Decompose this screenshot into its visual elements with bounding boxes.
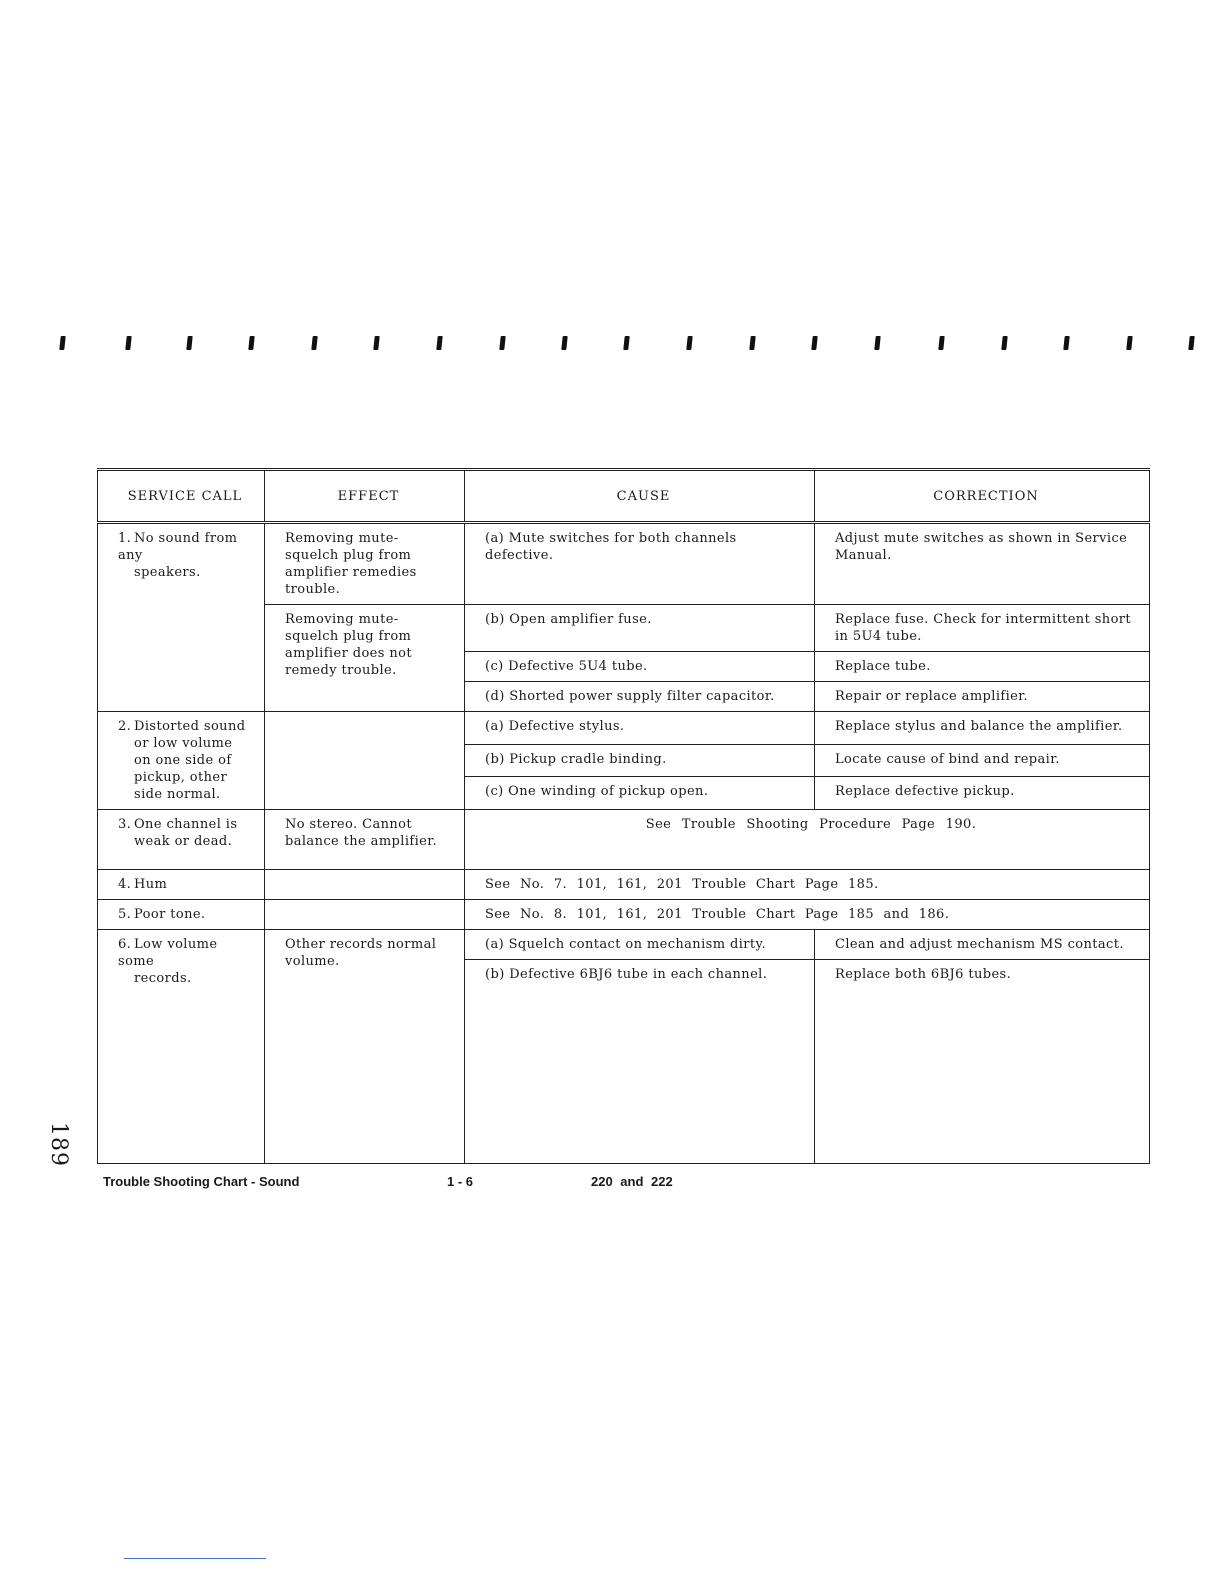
binder-mark: [1188, 336, 1194, 350]
correction-cell: Replace tube.: [815, 652, 1150, 682]
binder-mark: [811, 336, 817, 350]
effect-cell: No stereo. Cannot balance the amplifier.: [265, 810, 465, 870]
binder-mark: [59, 336, 65, 350]
cause-cell: (c) One winding of pickup open.: [465, 777, 815, 810]
header-service-call: SERVICE CALL: [98, 470, 265, 523]
header-correction: CORRECTION: [815, 470, 1150, 523]
table-row: [98, 870, 1150, 900]
footer-section: 1 - 6: [447, 1174, 474, 1189]
cause-cell: (b) Open amplifier fuse.: [465, 605, 815, 652]
effect-cell: Removing mute-squelch plug from amplifier does not remedy trouble.: [265, 605, 465, 712]
cause-cell: (c) Defective 5U4 tube.: [465, 652, 815, 682]
header-effect: EFFECT: [265, 470, 465, 523]
header-cause: CAUSE: [465, 470, 815, 523]
cause-cell: (a) Squelch contact on mechanism dirty.: [465, 930, 815, 960]
binder-mark: [125, 336, 131, 350]
service-call-cell: 5. Poor tone.: [98, 900, 265, 930]
table-row: [98, 930, 1150, 960]
reference-cell: See No. 7. 101, 161, 201 Trouble Chart Page 185.: [465, 870, 1150, 900]
binder-mark: [874, 336, 880, 350]
effect-cell: Other records normal volume.: [265, 930, 465, 1164]
cause-cell: (a) Mute switches for both channels defective.: [465, 523, 815, 605]
service-call-cell: 4. Hum: [98, 870, 265, 900]
page-number: 189: [46, 1122, 71, 1167]
header-row: [98, 470, 1150, 523]
cause-cell: (d) Shorted power supply filter capacitor.: [465, 682, 815, 712]
binder-marks: [0, 330, 1224, 360]
service-call-cell: 1. No sound from any speakers.: [98, 523, 265, 712]
correction-cell: Replace stylus and balance the amplifier.: [815, 712, 1150, 745]
reference-cell: See No. 8. 101, 161, 201 Trouble Chart Page 185 and 186.: [465, 900, 1150, 930]
table-row: [98, 900, 1150, 930]
binder-mark: [561, 336, 567, 350]
binder-mark: [186, 336, 192, 350]
correction-cell: Adjust mute switches as shown in Service Manual.: [815, 523, 1150, 605]
service-call-cell: 3. One channel is weak or dead.: [98, 810, 265, 870]
binder-mark: [499, 336, 505, 350]
binder-mark: [623, 336, 629, 350]
binder-mark: [686, 336, 692, 350]
cause-cell: (b) Pickup cradle binding.: [465, 744, 815, 777]
service-call-cell: 6. Low volume some records.: [98, 930, 265, 1164]
binder-mark: [436, 336, 442, 350]
trouble-shooting-table: [97, 468, 1150, 1164]
table-row: [98, 523, 1150, 605]
correction-cell: Repair or replace amplifier.: [815, 682, 1150, 712]
correction-cell: Replace defective pickup.: [815, 777, 1150, 810]
effect-cell: [265, 870, 465, 900]
effect-cell: [265, 712, 465, 810]
correction-cell: Replace fuse. Check for intermittent short in 5U4 tube.: [815, 605, 1150, 652]
cause-cell: (a) Defective stylus.: [465, 712, 815, 745]
binder-mark: [1126, 336, 1132, 350]
correction-cell: Clean and adjust mechanism MS contact.: [815, 930, 1150, 960]
effect-cell: [265, 900, 465, 930]
footer-title: Trouble Shooting Chart - Sound: [103, 1174, 300, 1189]
binder-mark: [1063, 336, 1069, 350]
binder-mark: [311, 336, 317, 350]
table-row: [98, 712, 1150, 745]
binder-mark: [1001, 336, 1007, 350]
footer-models: 220 and 222: [591, 1174, 673, 1189]
correction-cell: Replace both 6BJ6 tubes.: [815, 960, 1150, 1164]
binder-mark: [373, 336, 379, 350]
table-row: [98, 810, 1150, 870]
cause-cell: (b) Defective 6BJ6 tube in each channel.: [465, 960, 815, 1164]
service-call-cell: 2. Distorted sound or low volume on one side of pickup, other side normal.: [98, 712, 265, 810]
reference-cell: See Trouble Shooting Procedure Page 190.: [465, 810, 1150, 870]
binder-mark: [248, 336, 254, 350]
link-underline: [124, 1558, 266, 1559]
binder-mark: [749, 336, 755, 350]
effect-cell: Removing mute-squelch plug from amplifier remedies trouble.: [265, 523, 465, 605]
correction-cell: Locate cause of bind and repair.: [815, 744, 1150, 777]
binder-mark: [938, 336, 944, 350]
